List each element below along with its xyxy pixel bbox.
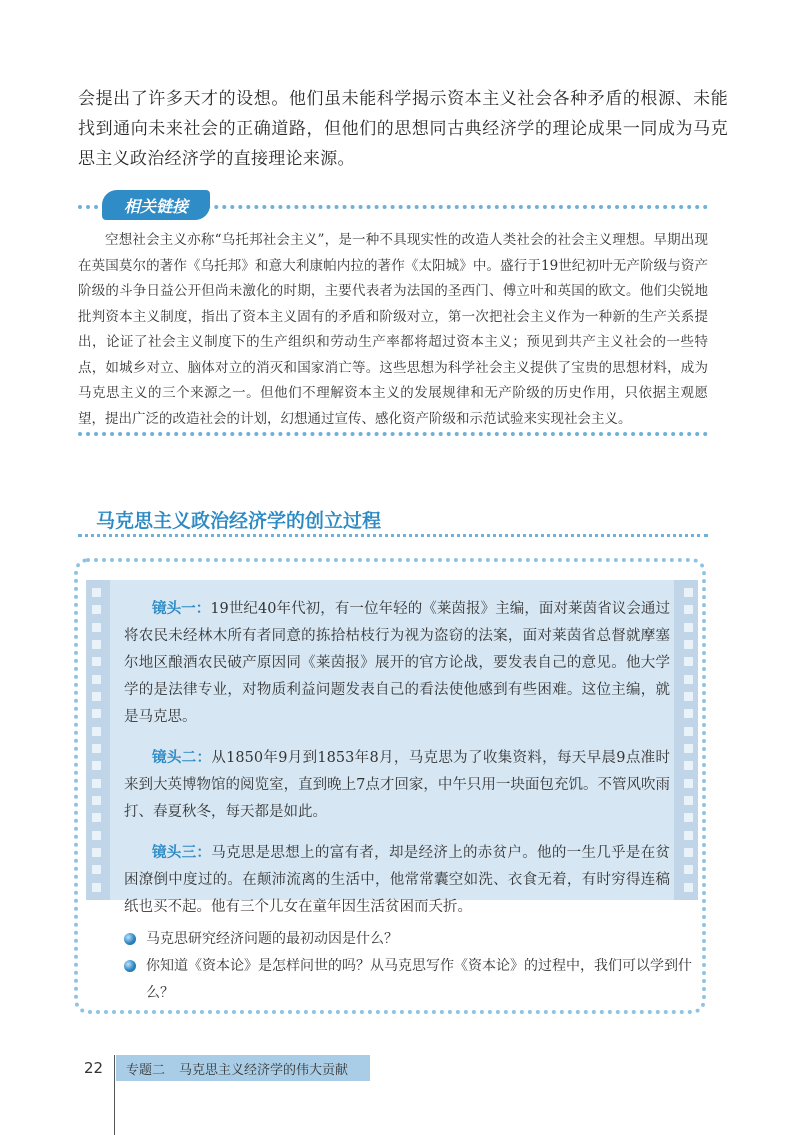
footer-divider (114, 1055, 115, 1135)
question-2-text: 你知道《资本论》是怎样问世的吗？从马克思写作《资本论》的过程中，我们可以学到什么？ (146, 958, 692, 1001)
question-1-text: 马克思研究经济问题的最初动因是什么？ (146, 931, 398, 947)
questions-list (124, 926, 694, 1007)
page-footer (0, 1049, 800, 1089)
section-title-underline (78, 534, 708, 537)
shot-2-text: 从1850年9月到1853年8月，马克思为了收集资料，每天早晨9点准时来到大英博物馆的阅览室，直到晚上7点才回家，中午只用一块面包充饥。不管风吹雨打、春夏秋冬，每天都是如此。 (124, 750, 671, 820)
bullet-icon (124, 933, 136, 945)
shot-1-label: 镜头一： (152, 601, 211, 617)
shot-1-text: 19世纪40年代初，有一位年轻的《莱茵报》主编，面对莱茵省议会通过将农民未经林木所有者同意的拣拾枯枝行为视为盗窃的法案，面对莱茵省总督就摩塞尔地区酿酒农民破产原因同《莱茵报》展开的官方论战，要发表自己的意见。他大学学的是法律专业，对物质利益问题发表自己的看法使他感到有些困难。这位主编，就是马克思。 (124, 601, 670, 725)
shot-3 (124, 840, 670, 921)
shot-2-label: 镜头二： (152, 750, 212, 766)
intro-paragraph: 会提出了许多天才的设想。他们虽未能科学揭示资本主义社会各种矛盾的根源、未能找到通向未来社会的正确道路，但他们的思想同古典经济学的理论成果一同成为马克思主义政治经济学的直接理论来源。 (78, 89, 728, 169)
film-perforations-right (680, 580, 696, 900)
shot-1 (124, 596, 670, 731)
shot-2 (124, 745, 670, 826)
footer-chapter: 专题二 (126, 1062, 166, 1078)
related-link-label: 相关链接 (102, 190, 210, 220)
shot-3-text: 马克思是思想上的富有者，却是经济上的赤贫户。他的一生几乎是在贫困潦倒中度过的。在颠沛流离的生活中，他常常囊空如洗、衣食无着，有时穷得连稿纸也买不起。他有三个儿女在童年因生活贫困而夭折。 (124, 845, 671, 915)
shots-list (124, 596, 670, 935)
question-2 (124, 953, 694, 1007)
related-link-text: 空想社会主义亦称“乌托邦社会主义”，是一种不具现实性的改造人类社会的社会主义理想。早期出现在英国莫尔的著作《乌托邦》和意大利康帕内拉的著作《太阳城》中。盛行于19世纪初叶无产阶级与资产阶级的斗争日益公开但尚未激化的时期，主要代表者为法国的圣西门、傅立叶和英国的欧文。他们尖锐地批判资本主义制度，指出了资本主义固有的矛盾和阶级对立，第一次把社会主义作为一种新的生产关系提出，论证了社会主义制度下的生产组织和劳动生产率都将超过资本主义；预见到共产主义社会的一些特点，如城乡对立、脑体对立的消灭和国家消亡等。这些思想为科学社会主义提供了宝贵的思想材料，成为马克思主义的三个来源之一。但他们不理解资本主义的发展规律和无产阶级的历史作用，只依据主观愿望，提出广泛的改造社会的计划，幻想通过宣传、感化资产阶级和示范试验来实现社会主义。 (78, 232, 708, 427)
film-perforations-left (88, 580, 104, 900)
shot-3-label: 镜头三： (152, 845, 212, 861)
footer-chapter-bar (116, 1055, 370, 1081)
footer-chapter-title: 马克思主义经济学的伟大贡献 (179, 1062, 349, 1078)
section-title: 马克思主义政治经济学的创立过程 (96, 510, 382, 532)
related-link-body (78, 228, 708, 432)
question-1 (124, 926, 694, 953)
related-link-bottom-border (78, 432, 708, 436)
page-number: 22 (84, 1059, 104, 1077)
bullet-icon (124, 960, 136, 972)
